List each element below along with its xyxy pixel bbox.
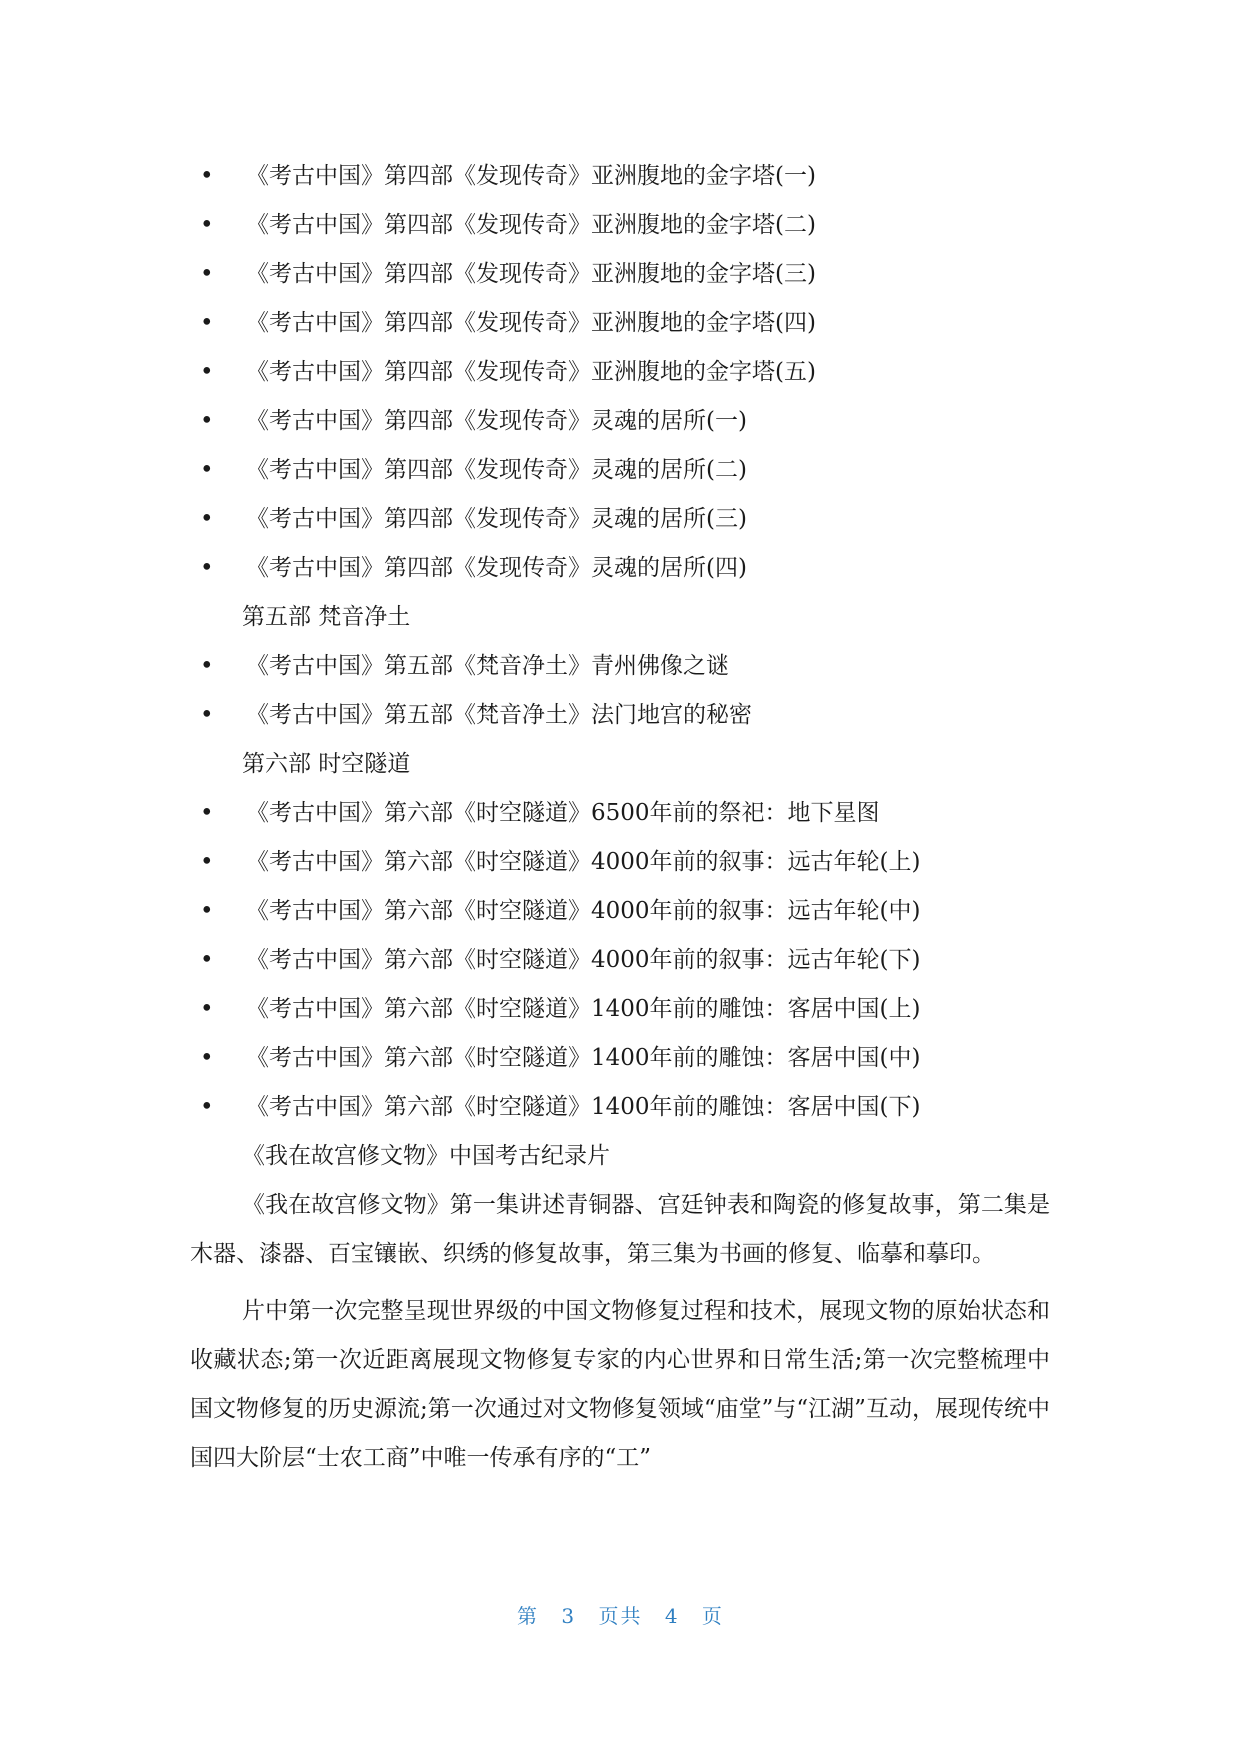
list-item: • 《考古中国》第六部《时空隧道》4000年前的叙事：远古年轮(中) (190, 887, 1050, 936)
list-item: • 《考古中国》第四部《发现传奇》亚洲腹地的金字塔(一) (190, 152, 1050, 201)
section5-list (190, 642, 1050, 740)
page-content (190, 152, 1050, 1483)
list-item: • 《考古中国》第六部《时空隧道》4000年前的叙事：远古年轮(下) (190, 936, 1050, 985)
list-item: • 《考古中国》第四部《发现传奇》亚洲腹地的金字塔(三) (190, 250, 1050, 299)
list-item: • 《考古中国》第四部《发现传奇》灵魂的居所(一) (190, 397, 1050, 446)
list-item: • 《考古中国》第四部《发现传奇》亚洲腹地的金字塔(二) (190, 201, 1050, 250)
section6-list (190, 789, 1050, 1132)
section6-heading: 第六部 时空隧道 (242, 751, 411, 777)
list-item: • 《考古中国》第四部《发现传奇》灵魂的居所(二) (190, 446, 1050, 495)
list-item: • 《考古中国》第四部《发现传奇》灵魂的居所(四) (190, 544, 1050, 593)
list-item: • 《考古中国》第六部《时空隧道》1400年前的雕蚀：客居中国(下) (190, 1083, 1050, 1132)
list-item: • 《考古中国》第四部《发现传奇》灵魂的居所(三) (190, 495, 1050, 544)
list-item: • 《考古中国》第四部《发现传奇》亚洲腹地的金字塔(五) (190, 348, 1050, 397)
list-item: • 《考古中国》第五部《梵音净土》青州佛像之谜 (190, 642, 1050, 691)
list-item: • 《考古中国》第六部《时空隧道》4000年前的叙事：远古年轮(上) (190, 838, 1050, 887)
section5-heading: 第五部 梵音净土 (242, 604, 411, 630)
list-item: • 《考古中国》第五部《梵音净土》法门地宫的秘密 (190, 691, 1050, 740)
doc-title: 《我在故宫修文物》中国考古纪录片 (242, 1143, 610, 1169)
paragraph-2: 片中第一次完整呈现世界级的中国文物修复过程和技术，展现文物的原始状态和收藏状态;第一次近距离展现文物修复专家的内心世界和日常生活;第一次完整梳理中国文物修复的历史源流;第一次通过对文物修复领域“庙堂”与“江湖”互动，展现传统中国四大阶层“士农工商”中唯一传承有序的“工” (190, 1298, 1050, 1471)
list-item: • 《考古中国》第六部《时空隧道》1400年前的雕蚀：客居中国(上) (190, 985, 1050, 1034)
list-item: • 《考古中国》第六部《时空隧道》1400年前的雕蚀：客居中国(中) (190, 1034, 1050, 1083)
list-item: • 《考古中国》第六部《时空隧道》6500年前的祭祀：地下星图 (190, 789, 1050, 838)
list-item: • 《考古中国》第四部《发现传奇》亚洲腹地的金字塔(四) (190, 299, 1050, 348)
section4-list (190, 152, 1050, 593)
paragraph-1: 《我在故宫修文物》第一集讲述青铜器、宫廷钟表和陶瓷的修复故事，第二集是木器、漆器、百宝镶嵌、织绣的修复故事，第三集为书画的修复、临摹和摹印。 (190, 1192, 1050, 1267)
page-number-footer: 第 3 页共 4 页 (517, 1604, 724, 1628)
